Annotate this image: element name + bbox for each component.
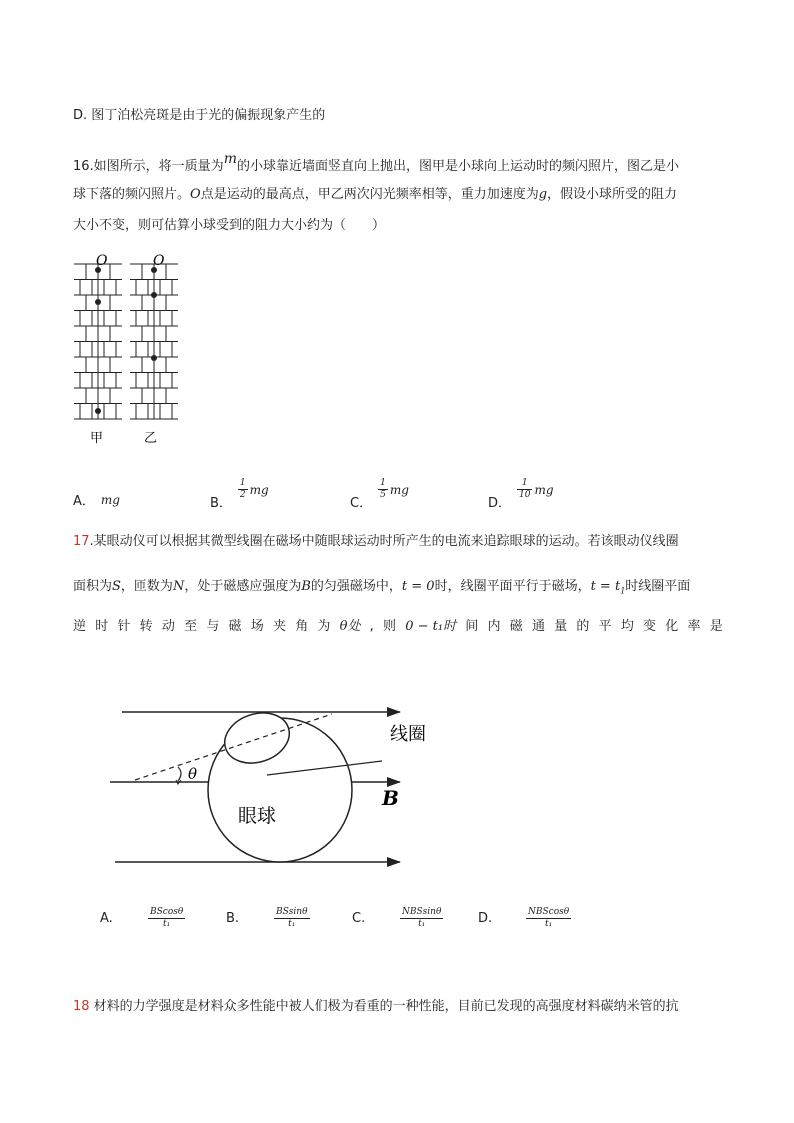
- q17-b-symbol: B: [301, 579, 311, 594]
- fig-coil-label: 线圈: [390, 724, 426, 745]
- q17-option-b[interactable]: [226, 907, 310, 930]
- q17-text: 面积为: [73, 579, 113, 594]
- q17-text: .某眼动仪可以根据其微型线圈在磁场中随眼球运动时所产生的电流来追踪眼球的运动。若该眼动仪线圈: [89, 534, 679, 549]
- q17-line3-char: 量: [554, 619, 568, 634]
- option-value: mg: [249, 482, 269, 497]
- fraction-numerator: NBSsinθ: [402, 907, 442, 917]
- q17-option-c[interactable]: [352, 907, 443, 930]
- q16-option-b[interactable]: [210, 478, 269, 511]
- q18-text: 材料的力学强度是材料众多性能中被人们极为看重的一种性能，目前已发现的高强度材料碳纳米管的抗: [89, 999, 679, 1014]
- strobe-ball-jia: [95, 299, 101, 305]
- q18-number: 18: [73, 999, 90, 1014]
- fraction-numerator: NBScosθ: [528, 907, 570, 917]
- q17-line3-char: 逆: [73, 619, 87, 634]
- q16-strobe-figure: [68, 250, 198, 445]
- q16-option-c[interactable]: [350, 478, 409, 511]
- q17-text: ，匝数为: [120, 579, 173, 594]
- strobe-ball-yi: [151, 292, 157, 298]
- fig-eye-label: 眼球: [238, 805, 277, 827]
- option-label: B.: [226, 911, 240, 926]
- fig-label-o-yi: O: [153, 253, 165, 269]
- q17-n-symbol: N: [172, 579, 185, 594]
- q16-text: 点是运动的最高点，甲乙两次闪光频率相等，重力加速度为: [200, 187, 539, 202]
- q17-line3-char: 通: [531, 619, 545, 634]
- q17-line3-char: 针: [117, 619, 131, 634]
- option-value: mg: [100, 492, 120, 507]
- q17-line-3: [73, 617, 723, 637]
- q17-line-2: [73, 577, 690, 602]
- q17-line3-char: 与: [206, 619, 220, 634]
- q18-line-1: [73, 997, 679, 1017]
- q16-line-2: [73, 185, 677, 205]
- q16-text: 的小球靠近墙面竖直向上抛出，图甲是小球向上运动时的频闪照片，图乙是小: [236, 159, 679, 174]
- fig-b-label: B: [382, 786, 399, 810]
- q17-line3-char: 夹: [272, 619, 286, 634]
- q17-line3-char: 0 − t₁时: [405, 619, 457, 634]
- option-label: C.: [352, 911, 366, 926]
- fraction-numerator: 1: [239, 478, 246, 488]
- q16-text: ，假设小球所受的阻力: [547, 187, 678, 202]
- fraction-numerator: 1: [521, 478, 528, 488]
- q17-t0: t = 0: [401, 579, 435, 594]
- option-value: mg: [389, 482, 409, 497]
- fraction-numerator: 1: [380, 478, 386, 488]
- q17-line3-char: 时: [95, 619, 109, 634]
- q17-line3-char: 转: [139, 619, 153, 634]
- q17-line3-char: 率: [687, 619, 701, 634]
- q16-option-a[interactable]: [73, 490, 120, 509]
- fraction-denominator: 10: [519, 490, 531, 500]
- q16-line-3: 大小不变，则可估算小球受到的阻力大小约为（ ）: [73, 218, 386, 233]
- q17-t1: t = t: [590, 579, 621, 594]
- q17-line-1: [73, 532, 679, 552]
- fraction-denominator: t₁: [544, 919, 553, 929]
- q16-text: 球下落的频闪照片。: [73, 187, 191, 202]
- q16-g-symbol: g: [538, 187, 548, 202]
- q16-text: 16.如图所示，将一质量为: [73, 159, 224, 174]
- q17-line3-char: ,: [369, 619, 374, 634]
- strobe-ball-yi: [151, 355, 157, 361]
- q17-line3-char: 至: [184, 619, 198, 634]
- q17-line3-char: 动: [161, 619, 175, 634]
- q17-line3-char: 磁: [228, 619, 242, 634]
- option-label: B．: [210, 496, 232, 511]
- q17-line3-char: 场: [250, 619, 264, 634]
- q17-option-d[interactable]: [478, 907, 571, 930]
- fig-label-o-jia: O: [96, 253, 108, 269]
- q15-option-d: D. 图丁泊松亮斑是由于光的偏振现象产生的: [73, 108, 326, 123]
- q16-point-o: O: [190, 187, 201, 202]
- q17-line3-char: 平: [598, 619, 612, 634]
- fraction-numerator: BSsinθ: [276, 907, 308, 917]
- fig-label-yi: 乙: [144, 431, 158, 445]
- q17-option-a[interactable]: [100, 907, 185, 930]
- q17-line3-char: 内: [487, 619, 501, 634]
- q17-line3-char: 则: [383, 619, 397, 634]
- q17-line3-char: 是: [709, 619, 723, 634]
- fraction-denominator: 2: [239, 490, 246, 500]
- q17-line3-char: θ处: [339, 619, 361, 634]
- wall-jia: [74, 264, 122, 419]
- option-label: D．: [488, 496, 512, 511]
- option-label: A.: [100, 911, 113, 926]
- option-value: mg: [534, 482, 554, 497]
- q17-line3-char: 间: [465, 619, 479, 634]
- q17-text: 时线圈平面: [625, 579, 691, 594]
- q17-number: 17: [73, 534, 90, 549]
- wall-yi: [130, 264, 178, 419]
- q17-line3-char: 为: [317, 619, 331, 634]
- q17-text: 的匀强磁场中，: [310, 579, 402, 594]
- strobe-ball-jia: [95, 408, 101, 414]
- q16-option-d[interactable]: [488, 478, 554, 511]
- fig-label-jia: 甲: [90, 431, 104, 445]
- fraction-denominator: t₁: [418, 919, 426, 929]
- fraction-denominator: 5: [380, 490, 386, 500]
- fraction-denominator: t₁: [163, 919, 171, 929]
- q17-line3-char: 角: [295, 619, 309, 634]
- q16-line-1: [73, 151, 679, 177]
- q17-eyeball-figure: [110, 695, 450, 870]
- fraction-numerator: BScosθ: [150, 907, 184, 917]
- q17-s-symbol: S: [112, 579, 121, 594]
- q16-mass-symbol: m: [223, 151, 237, 167]
- option-label: C．: [350, 496, 373, 511]
- q17-line3-char: 均: [620, 619, 634, 634]
- option-label: D.: [478, 911, 493, 926]
- q17-line3-char: 磁: [509, 619, 523, 634]
- fig-theta-label: θ: [188, 765, 198, 783]
- q17-t1-sub: 1: [620, 586, 626, 596]
- q17-line3-char: 化: [665, 619, 679, 634]
- fraction-denominator: t₁: [288, 919, 296, 929]
- option-label: A．: [73, 494, 95, 509]
- q17-line3-char: 变: [643, 619, 657, 634]
- q17-line3-char: 的: [576, 619, 590, 634]
- q17-text: 时，线圈平面平行于磁场，: [434, 579, 591, 594]
- q17-text: ，处于磁感应强度为: [184, 579, 302, 594]
